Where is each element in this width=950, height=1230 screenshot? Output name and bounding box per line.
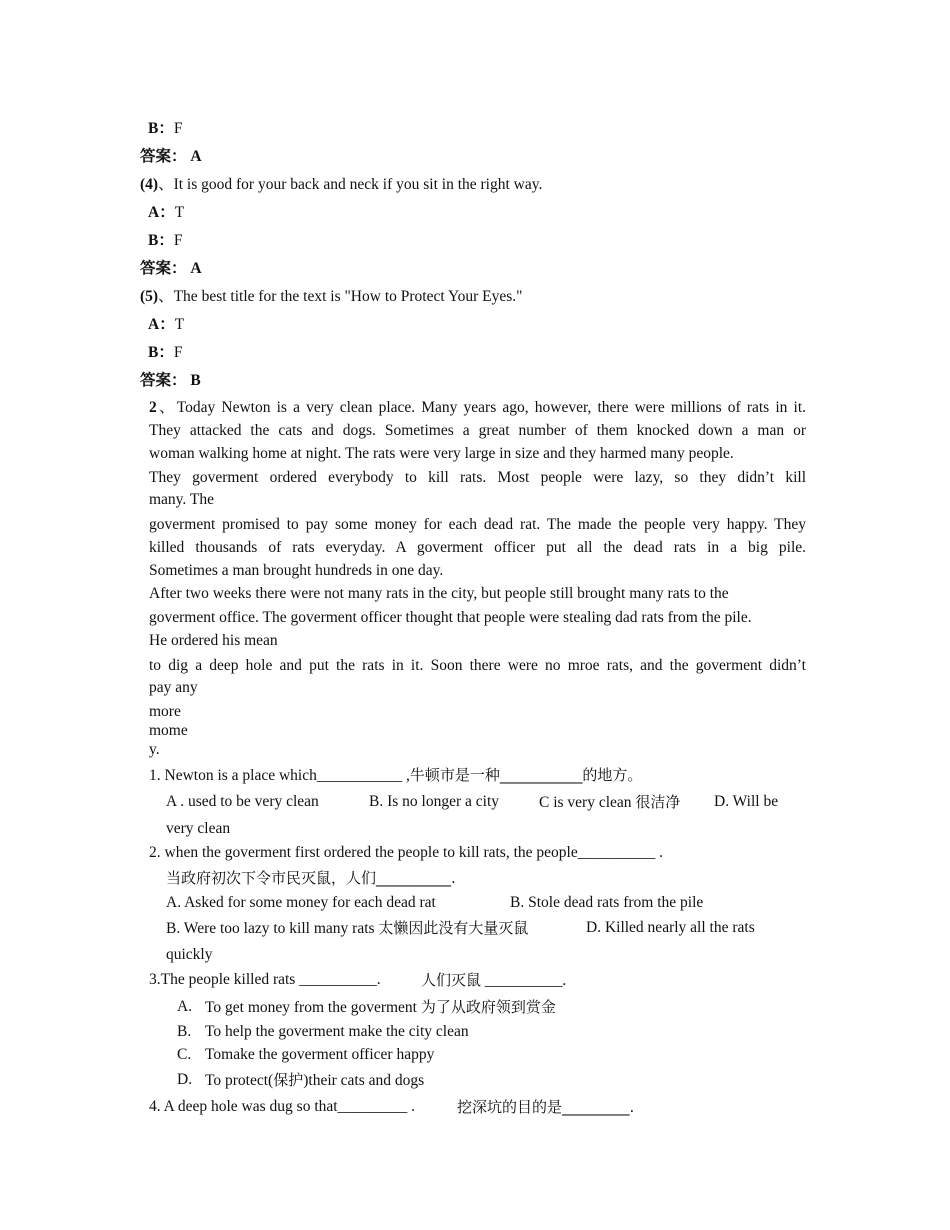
question-3-stem-cn <box>421 970 566 991</box>
q4-answer <box>140 259 202 279</box>
passage-line: to dig a deep hole and put the rats in it. Soon there were no mroe rats, and the goverment didn’t <box>149 657 806 674</box>
answer-value: B <box>190 372 201 389</box>
q4-stem <box>140 175 542 195</box>
q5-answer <box>140 371 201 391</box>
question-2-stem-cn: 当政府初次下令市民灭鼠，人们__________. <box>166 869 456 887</box>
question-number: (4) <box>140 176 159 193</box>
option-text-cn: 保护 <box>273 1071 304 1089</box>
question-4-stem-cn: 挖深坑的目的是_________. <box>457 1098 635 1116</box>
q5-option-b <box>148 343 182 363</box>
option-label: A： <box>148 204 175 221</box>
option-text: C is very clean <box>539 794 632 811</box>
q2-option-a: A. Asked for some money for each dead rat <box>166 894 436 911</box>
option-text: F <box>173 120 183 137</box>
passage-line: y. <box>149 741 160 758</box>
question-text: The best title for the text is "How to Protect Your Eyes." <box>173 288 523 305</box>
question-2-stem: 2. when the goverment first ordered the people to kill rats, the people__________ . <box>149 844 663 861</box>
option-text: )their cats and dogs <box>303 1072 425 1089</box>
q3-option-letter-c: C. <box>177 1046 192 1063</box>
q3-option-letter-d: D. <box>177 1071 193 1088</box>
passage-line: mome <box>149 722 188 739</box>
option-text: F <box>173 232 183 249</box>
question-sep: 、 <box>158 288 174 305</box>
passage-line: many. The <box>149 491 214 508</box>
answer-value: A <box>190 148 202 165</box>
option-label: B： <box>148 232 174 249</box>
answer-label: 答案： <box>140 372 187 389</box>
question-text: 1. Newton is a place which___________ , <box>149 767 410 784</box>
question-3-stem <box>149 970 381 990</box>
passage-line: After two weeks there were not many rats in the city, but people still brought many rats to the <box>149 585 729 602</box>
q5-stem <box>140 287 522 307</box>
option-text: T <box>174 204 185 221</box>
option-text: T <box>174 316 185 333</box>
passage-line: killed thousands of rats everyday. A goverment officer put all the dead rats in a big pile. <box>149 539 806 556</box>
question-text: It is good for your back and neck if you sit in the right way. <box>173 176 543 193</box>
q3-option-b <box>148 119 182 139</box>
answer-blank: __________. <box>484 972 567 989</box>
q1-option-b: B. Is no longer a city <box>369 793 500 810</box>
passage-number: 2 <box>149 399 157 416</box>
q2-option-d: D. Killed nearly all the rats <box>586 919 755 936</box>
question-text: 3.The people killed rats __________. <box>149 971 381 988</box>
passage-line: They goverment ordered everybody to kill rats. Most people were lazy, so they didn’t kill <box>149 469 806 486</box>
passage-line: Sometimes a man brought hundreds in one day. <box>149 562 444 579</box>
q2-option-d-continued: quickly <box>166 946 213 963</box>
question-1-stem <box>149 765 642 786</box>
answer-value: A <box>190 260 202 277</box>
passage-text: Today Newton is a very clean place. Many years ago, however, there were millions of rats in it. <box>176 399 806 416</box>
question-text-cn: 人们灭鼠 <box>421 971 482 989</box>
passage-sep: 、 <box>156 399 177 416</box>
answer-label: 答案： <box>140 148 187 165</box>
option-label: B： <box>148 344 174 361</box>
answer-label: 答案： <box>140 260 187 277</box>
q2-option-c <box>166 918 528 939</box>
question-4-stem: 4. A deep hole was dug so that_________ . <box>149 1098 416 1115</box>
q2-option-b: B. Stole dead rats from the pile <box>510 894 704 911</box>
q5-option-a <box>148 315 184 335</box>
q4-option-b <box>148 231 182 251</box>
q1-option-d-continued: very clean <box>166 820 231 837</box>
q3-option-a <box>205 997 556 1018</box>
option-label: B： <box>148 120 174 137</box>
option-text: B. Were too lazy to kill many rats <box>166 920 375 937</box>
q3-answer <box>140 147 202 167</box>
q3-option-b: To help the goverment make the city clean <box>205 1023 469 1040</box>
option-text: F <box>173 344 183 361</box>
q4-option-a <box>148 203 184 223</box>
option-text: To get money from the goverment <box>205 999 417 1016</box>
question-sep: 、 <box>158 176 174 193</box>
option-text-cn: 很洁净 <box>635 793 681 811</box>
question-number: (5) <box>140 288 159 305</box>
passage-line: They attacked the cats and dogs. Sometimes a great number of them knocked down a man or <box>149 422 806 439</box>
option-text-cn: 为了从政府领到赏金 <box>420 998 556 1016</box>
option-text-cn: 太懒因此没有大量灭鼠 <box>378 919 529 937</box>
passage-line: goverment office. The goverment officer thought that people were stealing dad rats from the pile. <box>149 609 752 626</box>
q3-option-c: Tomake the goverment officer happy <box>205 1046 435 1063</box>
q3-option-letter-b: B. <box>177 1023 192 1040</box>
question-text-cn: 牛顿市是一种___________的地方。 <box>409 766 643 784</box>
passage-line: pay any <box>149 679 198 696</box>
q1-option-c <box>539 792 680 813</box>
passage-line: goverment promised to pay some money for each dead rat. The made the people very happy. They <box>149 516 806 533</box>
q1-option-d: D. Will be <box>714 793 779 810</box>
passage-line: woman walking home at night. The rats were very large in size and they harmed many people. <box>149 445 734 462</box>
q3-option-letter-a: A. <box>177 998 193 1015</box>
passage-line <box>149 398 806 418</box>
q1-option-a: A . used to be very clean <box>166 793 319 810</box>
option-text: To protect( <box>205 1072 274 1089</box>
option-label: A： <box>148 316 175 333</box>
passage-line: more <box>149 703 181 720</box>
q3-option-d <box>205 1070 424 1091</box>
passage-line: He ordered his mean <box>149 632 278 649</box>
